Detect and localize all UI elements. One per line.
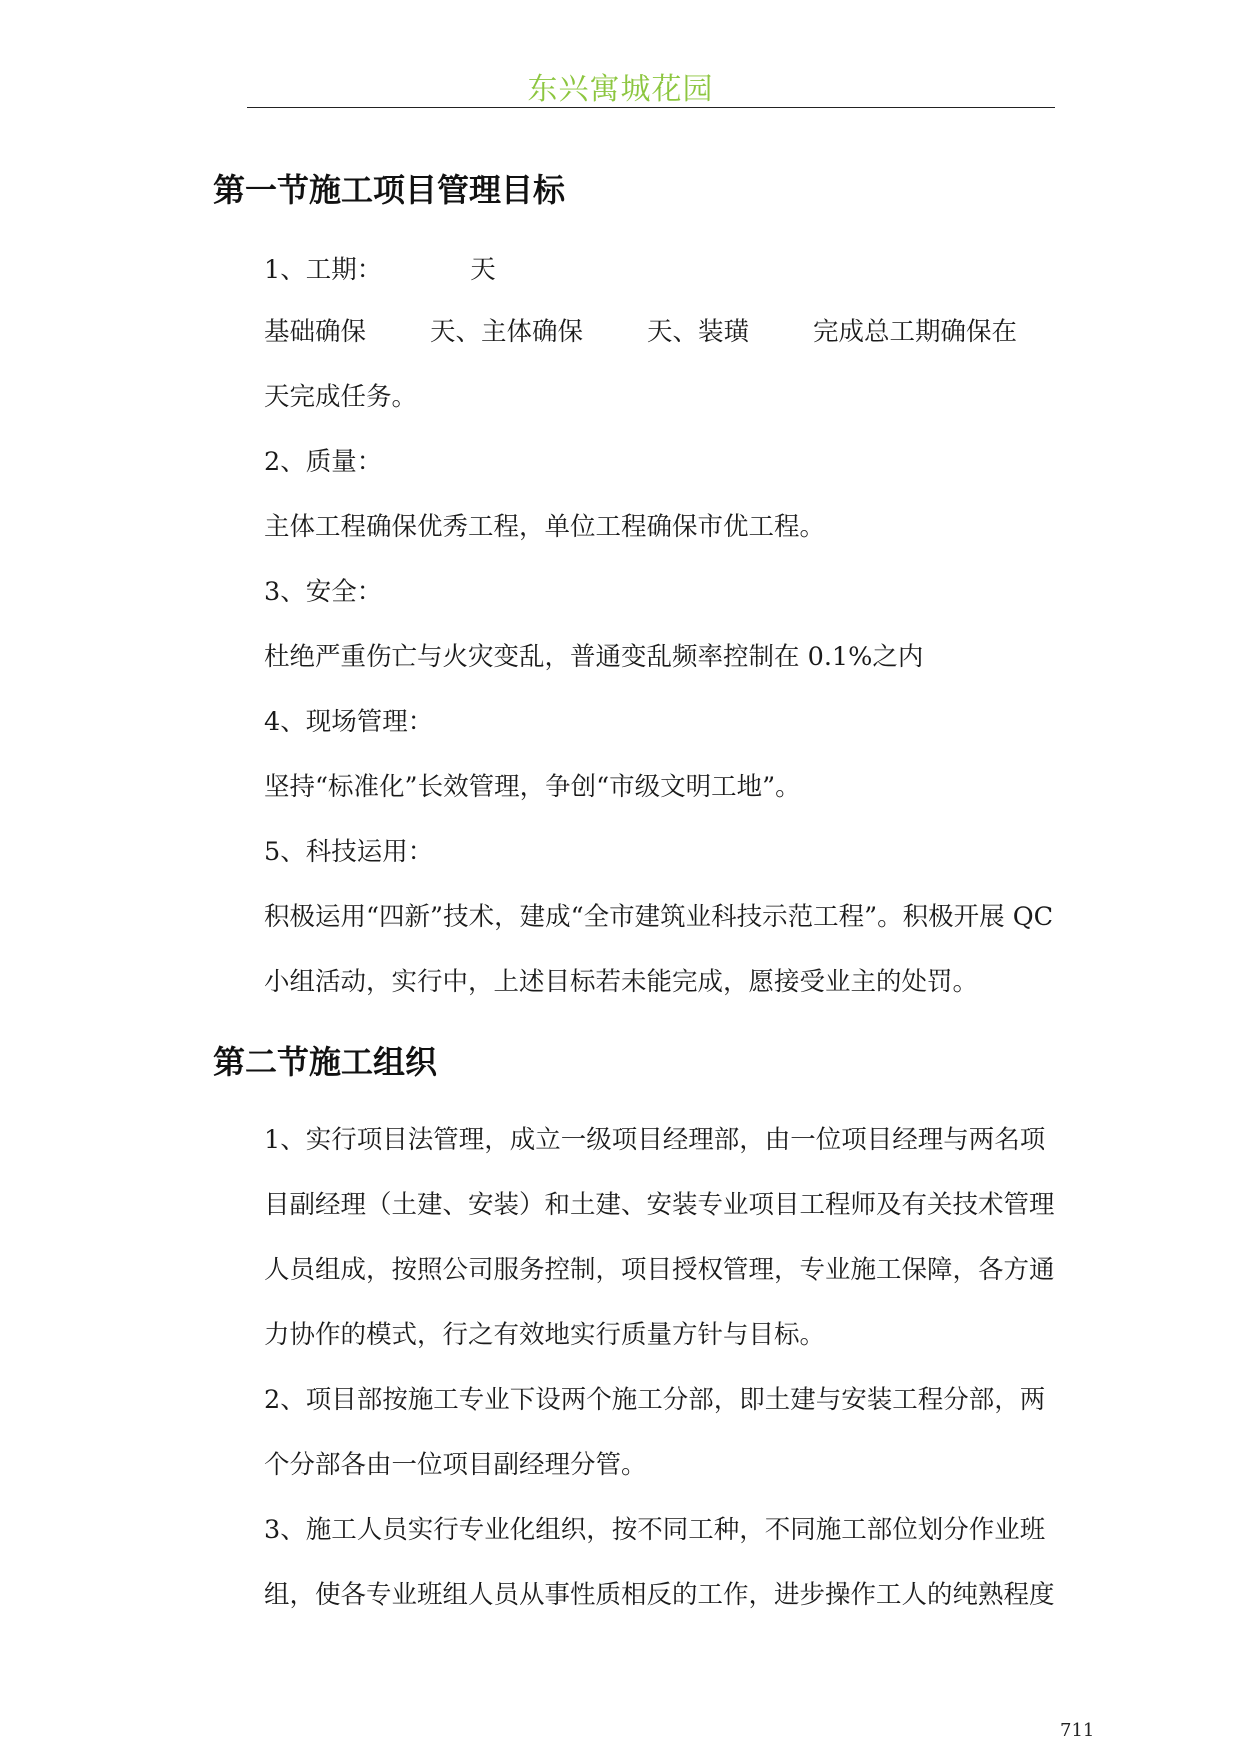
s1-line-3: 天完成任务。 [264,382,418,412]
s1-line-12: 小组活动，实行中，上述目标若未能完成，愿接受业主的处罚。 [264,967,979,997]
s1-line-11: 积极运用“四新”技术，建成“全市建筑业科技示范工程”。积极开展 QC [264,902,1054,932]
s2-line-5: 2、项目部按施工专业下设两个施工分部，即土建与安装工程分部，两 [264,1385,1046,1415]
s2-line-7: 3、施工人员实行专业化组织，按不同工种，不同施工部位划分作业班 [264,1515,1046,1545]
page-number: 711 [1060,1720,1095,1741]
s1-line-2d: 完成总工期确保在 [813,317,1018,347]
s2-line-8: 组，使各专业班组人员从事性质相反的工作，进步操作工人的纯熟程度 [264,1580,1055,1610]
s1-line-2c: 天、装璜 [647,317,750,347]
s2-line-2: 目副经理（土建、安装）和土建、安装专业项目工程师及有关技术管理 [264,1190,1055,1220]
s1-line-6: 3、安全： [264,577,383,607]
s1-line-1 [264,250,496,286]
s1-line-2 [264,312,1017,348]
s2-line-6: 个分部各由一位项目副经理分管。 [264,1450,647,1480]
section-2-heading: 第二节施工组织 [213,1043,438,1081]
section-1-heading: 第一节施工项目管理目标 [213,171,566,209]
s2-line-1: 1、实行项目法管理，成立一级项目经理部，由一位项目经理与两名项 [264,1125,1046,1155]
s1-line-10: 5、科技运用： [264,837,434,867]
s1-line-5: 主体工程确保优秀工程，单位工程确保市优工程。 [264,512,826,542]
s1-line-2b: 天、主体确保 [430,317,584,347]
s2-line-3: 人员组成，按照公司服务控制，项目授权管理，专业施工保障，各方通 [264,1255,1055,1285]
s2-line-4: 力协作的模式，行之有效地实行质量方针与目标。 [264,1320,826,1350]
s1-line-1b: 天 [470,255,496,285]
running-header-title: 东兴寓城花园 [527,72,714,107]
s1-line-8: 4、现场管理： [264,707,434,737]
s1-line-7: 杜绝严重伤亡与火灾变乱，普通变乱频率控制在 0.1%之内 [264,642,924,672]
s1-line-2a: 基础确保 [264,317,367,347]
s1-line-1a: 1、工期： [264,255,383,285]
s1-line-9: 坚持“标准化”长效管理，争创“市级文明工地”。 [264,772,801,802]
s1-line-4: 2、质量： [264,447,383,477]
header-rule [247,107,1055,108]
